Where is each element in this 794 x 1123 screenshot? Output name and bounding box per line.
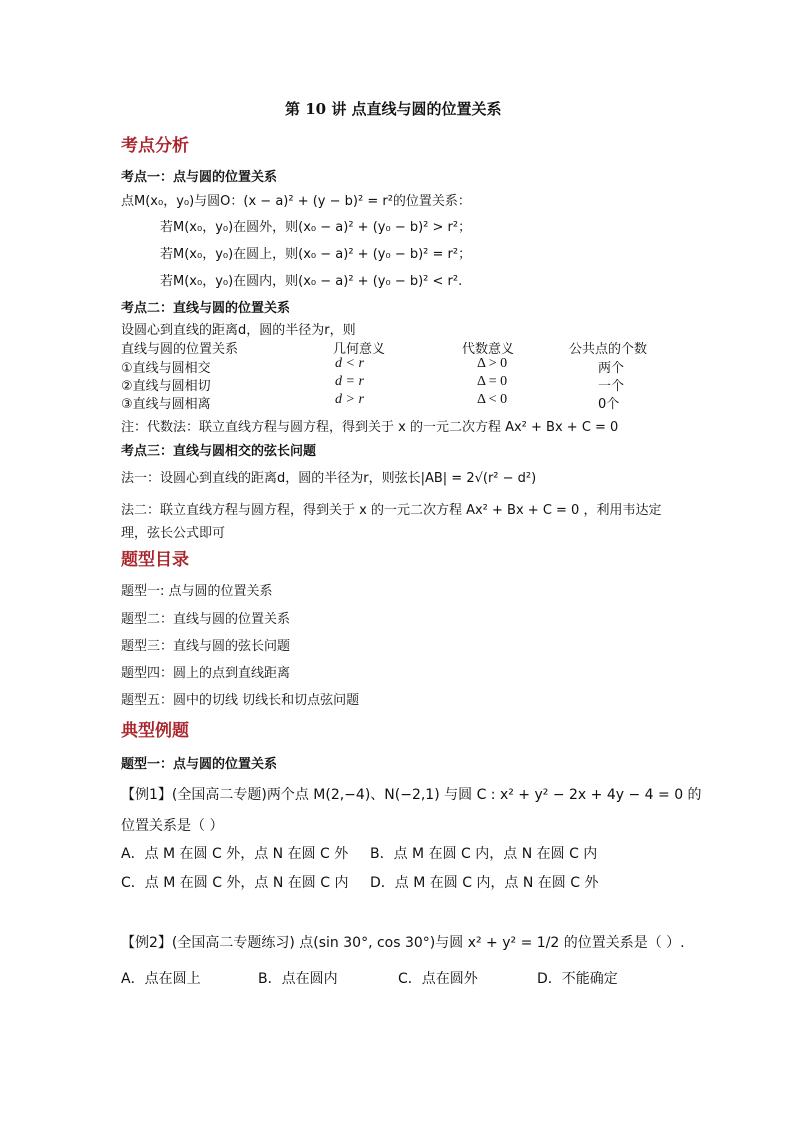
table-row-separate-algebra: Δ < 0 xyxy=(477,392,508,407)
kp1-heading: 考点一：点与圆的位置关系 xyxy=(121,170,278,185)
table-row-tangent-algebra: Δ = 0 xyxy=(477,374,508,389)
kp1-case-outside: 若M(x₀，y₀)在圆外，则(x₀ − a)² + (y₀ − b)² > r²； xyxy=(160,220,472,235)
kp3-heading: 考点三：直线与圆相交的弦长问题 xyxy=(121,444,317,459)
table-row-intersect-geometry: d < r xyxy=(335,356,364,371)
kp2-intro: 设圆心到直线的距离d，圆的半径为r，则 xyxy=(121,323,356,338)
kp1-case-on: 若M(x₀，y₀)在圆上，则(x₀ − a)² + (y₀ − b)² = r²； xyxy=(160,247,472,262)
catalog-item-5: 题型五：圆中的切线 切线长和切点弦问题 xyxy=(121,693,360,708)
table-row-intersect-label: ①直线与圆相交 xyxy=(121,361,211,376)
kp3-method2-line2: 理，弦长公式即可 xyxy=(121,526,226,541)
catalog-item-4: 题型四：圆上的点到直线距离 xyxy=(121,666,291,681)
table-row-separate-count: 0个 xyxy=(598,397,620,412)
example-2-option-d: D．不能确定 xyxy=(537,971,618,987)
catalog-item-2: 题型二：直线与圆的位置关系 xyxy=(121,612,291,627)
kp1-case-inside: 若M(x₀，y₀)在圆内，则(x₀ − a)² + (y₀ − b)² < r². xyxy=(160,274,463,289)
table-row-tangent-count: 一个 xyxy=(598,379,625,394)
section-heading-catalog: 题型目录 xyxy=(121,550,189,570)
table-header-geometry: 几何意义 xyxy=(333,342,386,357)
table-header-algebra: 代数意义 xyxy=(462,342,515,357)
example-1-stem-cont: 位置关系是（ ） xyxy=(121,818,224,834)
table-row-intersect-algebra: Δ > 0 xyxy=(477,356,508,371)
example-1-option-b: B．点 M 在圆 C 内，点 N 在圆 C 内 xyxy=(370,846,598,862)
catalog-item-3: 题型三：直线与圆的弦长问题 xyxy=(121,639,291,654)
table-row-separate-label: ③直线与圆相离 xyxy=(121,397,211,412)
kp1-intro: 点M(x₀，y₀)与圆O：(x − a)² + (y − b)² = r²的位置关系： xyxy=(121,194,471,209)
example-2-option-c: C．点在圆外 xyxy=(398,971,478,987)
example-1-option-d: D．点 M 在圆 C 内，点 N 在圆 C 外 xyxy=(370,875,599,891)
kp2-heading: 考点二：直线与圆的位置关系 xyxy=(121,301,291,316)
page-title: 第 10 讲 点直线与圆的位置关系 xyxy=(285,100,502,118)
example-1-option-a: A．点 M 在圆 C 外，点 N 在圆 C 外 xyxy=(121,846,349,862)
example-2-option-a: A．点在圆上 xyxy=(121,971,201,987)
table-row-intersect-count: 两个 xyxy=(598,361,625,376)
section-heading-analysis: 考点分析 xyxy=(121,136,189,156)
table-row-separate-geometry: d > r xyxy=(335,392,364,407)
example-1-option-c: C．点 M 在圆 C 外，点 N 在圆 C 内 xyxy=(121,875,349,891)
table-header-count: 公共点的个数 xyxy=(569,342,648,357)
kp2-note: 注：代数法：联立直线方程与圆方程，得到关于 x 的一元二次方程 Ax² + Bx + C = 0 xyxy=(121,420,619,435)
table-row-tangent-label: ②直线与圆相切 xyxy=(121,379,211,394)
example-2-stem: 【例2】(全国高二专题练习) 点(sin 30°, cos 30°)与圆 x² + y² = 1/2 的位置关系是（ ）. xyxy=(121,935,685,951)
section-heading-examples: 典型例题 xyxy=(121,721,189,741)
table-header-relation: 直线与圆的位置关系 xyxy=(121,342,239,357)
example-1-stem: 【例1】(全国高二专题)两个点 M(2,−4)、N(−2,1) 与圆 C : x² + y² − 2x + 4y − 4 = 0 的 xyxy=(121,787,702,803)
type1-heading: 题型一：点与圆的位置关系 xyxy=(121,757,278,772)
example-2-option-b: B．点在圆内 xyxy=(258,971,338,987)
kp3-method2-line1: 法二：联立直线方程与圆方程，得到关于 x 的一元二次方程 Ax² + Bx + C = 0 ，利用韦达定 xyxy=(121,503,662,518)
catalog-item-1: 题型一: 点与圆的位置关系 xyxy=(121,584,273,599)
table-row-tangent-geometry: d = r xyxy=(335,374,364,389)
kp3-method1: 法一：设圆心到直线的距离d，圆的半径为r，则弦长|AB| = 2√(r² − d²) xyxy=(121,471,537,486)
